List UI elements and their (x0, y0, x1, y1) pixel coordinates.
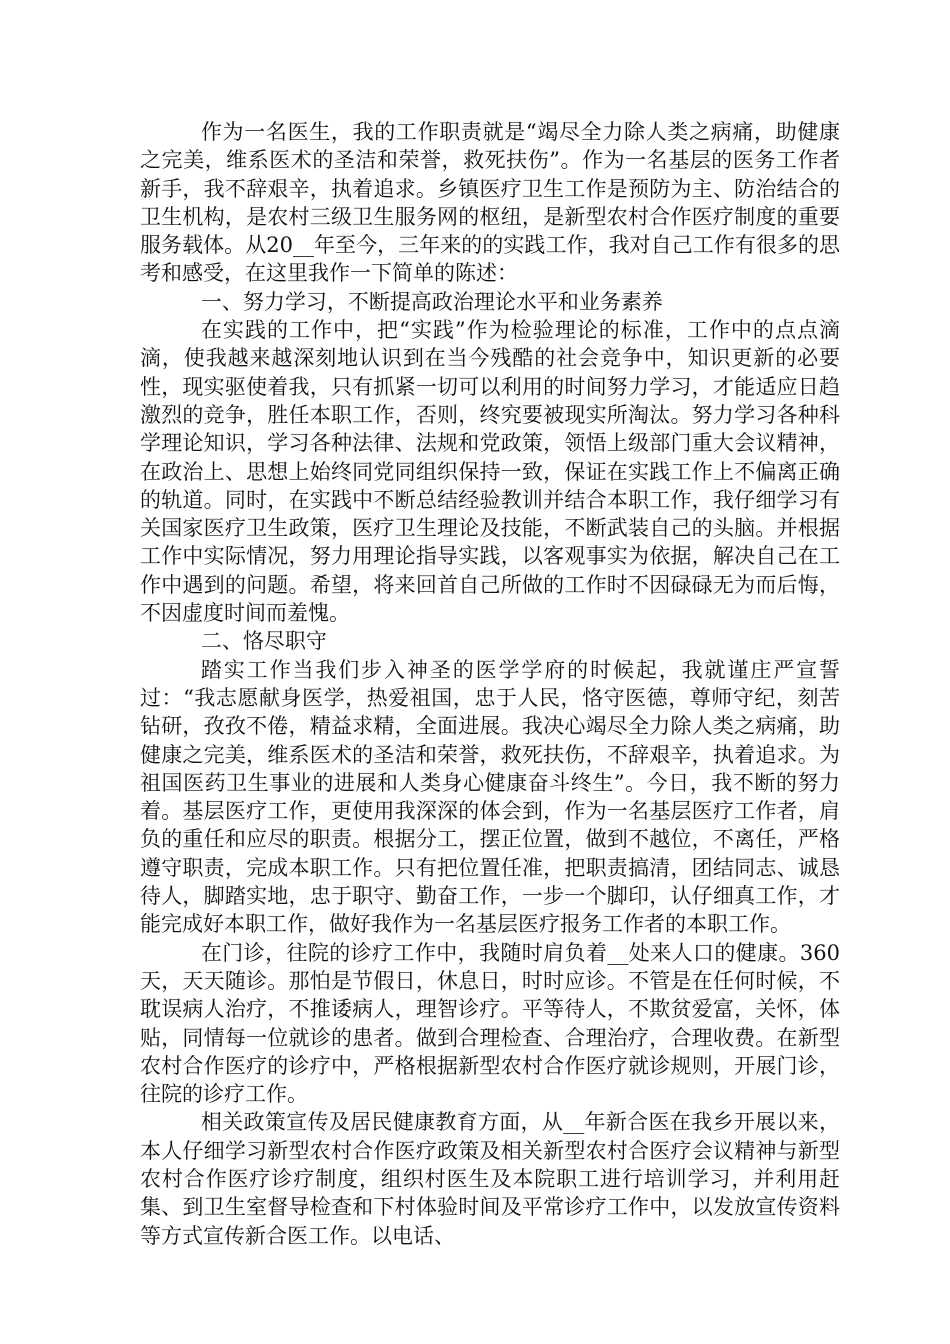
document-body (140, 118, 840, 1250)
paragraph-policy: 相关政策宣传及居民健康教育方面，从__年新合医在我乡开展以来，本人仔细学习新型农村合作医疗政策及相关新型农村合医疗会议精神与新型农村合作医疗诊疗制度，组织村医生及本院职工进行培训学习，并利用赶集、到卫生室督导检查和下村体验时间及平常诊疗工作中，以发放宣传资料等方式宣传新合医工作。以电话、 (140, 1110, 840, 1248)
paragraph-study: 在实践的工作中，把“实践”作为检验理论的标准，工作中的点点滴滴，使我越来越深刻地认识到在当今残酷的社会竞争中，知识更新的必要性，现实驱使着我，只有抓紧一切可以利用的时间努力学习，才能适应日趋激烈的竞争，胜任本职工作，否则，终究要被现实所淘汰。努力学习各种科学理论知识，学习各种法律、法规和党政策，领悟上级部门重大会议精神，在政治上、思想上始终同党同组织保持一致，保证在实践工作上不偏离正确的轨道。同时，在实践中不断总结经验教训并结合本职工作，我仔细学习有关国家医疗卫生政策，医疗卫生理论及技能，不断武装自己的头脑。并根据工作中实际情况，努力用理论指导实践，以客观事实为依据，解决自己在工作中遇到的问题。希望，将来回首自己所做的工作时不因碌碌无为而后悔，不因虚度时间而羞愧。 (140, 318, 840, 626)
paragraph-intro: 作为一名医生，我的工作职责就是“竭尽全力除人类之病痛，助健康之完美，维系医术的圣洁和荣誉，救死扶伤”。作为一名基层的医务工作者新手，我不辞艰辛，执着追求。乡镇医疗卫生工作是预防为主、防治结合的卫生机构，是农村三级卫生服务网的枢纽，是新型农村合作医疗制度的重要服务载体。从20__年至今，三年来的的实践工作，我对自己工作有很多的思考和感受，在这里我作一下简单的陈述： (140, 120, 840, 286)
paragraph-clinic: 在门诊，往院的诊疗工作中，我随时肩负着__处来人口的健康。360天，天天随诊。那怕是节假日，休息日，时时应诊。不管是在任何时候，不耽误病人治疗，不推诿病人，理智诊疗。平等待人，不欺贫爱富，关怀，体贴，同情每一位就诊的患者。做到合理检查、合理治疗，合理收费。在新型农村合作医疗的诊疗中，严格根据新型农村合作医疗就诊规则，开展门诊，往院的诊疗工作。 (140, 940, 840, 1107)
section-heading-1: 一、努力学习，不断提高政治理论水平和业务素养 (200, 289, 663, 314)
section-heading-2: 二、恪尽职守 (200, 629, 327, 654)
paragraph-duty: 踏实工作当我们步入神圣的医学学府的时候起，我就谨庄严宣誓过：“我志愿献身医学，热爱祖国，忠于人民，恪守医德，尊师守纪，刻苦钻研，孜孜不倦，精益求精，全面进展。我决心竭尽全力除人类之病痛，助健康之完美，维系医术的圣洁和荣誉，救死扶伤，不辞艰辛，执着追求。为祖国医药卫生事业的进展和人类身心健康奋斗终生”。今日，我不断的努力着。基层医疗工作，更使用我深深的体会到，作为一名基层医疗工作者，肩负的重任和应尽的职责。根据分工，摆正位置，做到不越位，不离任，严格遵守职责，完成本职工作。只有把位置任准，把职责搞清，团结同志、诚恳待人，脚踏实地，忠于职守、勤奋工作，一步一个脚印，认仔细真工作，才能完成好本职工作，做好我作为一名基层医疗报务工作者的本职工作。 (140, 657, 840, 937)
